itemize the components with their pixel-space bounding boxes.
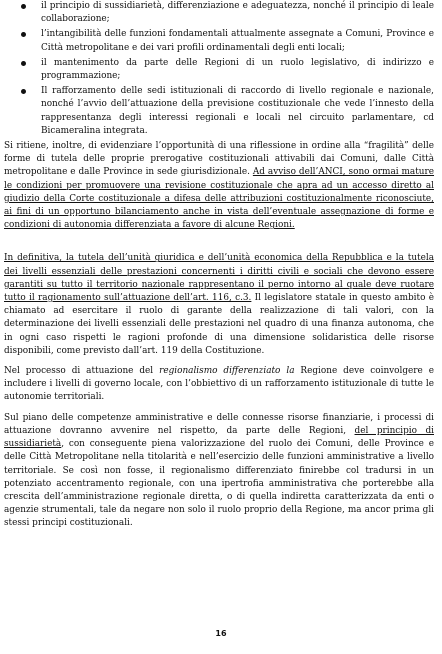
list-item-text: l’intangibilità delle funzioni fondamentali attualmente assegnate a Comuni, Province e Città metropolitane e dei vari profili ordinamentali degli enti locali; <box>41 29 434 53</box>
page-body <box>4 0 434 538</box>
list-item <box>4 57 434 83</box>
underlined-text: del principio di sussidiarietà <box>4 425 434 450</box>
bullet-icon <box>21 61 26 66</box>
paragraph-administrative-competences <box>4 412 434 531</box>
paragraph-text: Sul piano delle competenze amministrative e delle connesse risorse finanziarie, i processi di attuazione dovranno avvenire nel rispetto, da parte delle Regioni, <box>4 412 434 436</box>
underlined-text: Ad avviso dell’ANCI, sono ormai mature le condizioni per promuovere una revisione costituzionale che apra ad un accesso diretto al giudizio della Corte costituzionale a difesa delle attribuzioni costituzionalmente riconosciute, ai fini di un opportuno bilanciamento anche in vista dell’eventuale assegnazione di forme e condizioni di autonomia differenziata a favore di alcune Regioni. <box>4 167 435 231</box>
bullet-icon <box>21 4 26 9</box>
paragraph-text: , con conseguente piena valorizzazione del ruolo dei Comuni, delle Province e delle Città Metropolitane nella titolarità e nell’esercizio delle funzioni amministrative a livello territoriale. Se così non fosse, il regionalismo differenziato finirebbe col tradursi in un potenziato accentramento regionale, con una ipertrofia amministrativa che porterebbe alla crescita dell’amministrazione regionale diretta, o di quella indiretta caratterizzata da enti o agenzie strumentali, tale da negare non solo il ruolo proprio della Regione, ma ancor prima gli stessi principi costituzionali. <box>4 439 434 529</box>
underlined-text: In definitiva, la tutela dell’unità giuridica e dell’unità economica della Repubblica e la tutela dei livelli essenziali delle prestazioni concernenti i diritti civili e sociali che devono essere garantiti su tutto il territorio nazionale rappresentano il perno intorno al quale deve ruotare tutto il ragionamento sull’attuazione dell’art. 116, c.3. <box>4 253 434 304</box>
page-number: 16 <box>215 629 227 638</box>
paragraph-text: Regione deve coinvolgere e includere i livelli di governo locale, con l’obbiettivo di un rafforzamento istituzionale di tutte le autonomie territoriali. <box>4 366 434 403</box>
list-item <box>4 85 434 138</box>
list-item <box>4 28 434 54</box>
paragraph-text: Il legislatore statale in questo ambito è chiamato ad esercitare il ruolo di garante della realizzazione di tali valori, con la determinazione dei livelli essenziali delle prestazioni nel quadro di una finanza autonoma, che in ogni caso rispetti le ragioni profonde di una dimensione solidaristica delle risorse disponibili, come previsto dall’art. 119 della Costituzione. <box>4 293 434 356</box>
paragraph-text: Nel processo di attuazione del <box>4 366 160 377</box>
paragraph-differentiated-regionalism <box>4 365 434 405</box>
principles-list <box>4 0 434 138</box>
italic-text: regionalismo differenziato la <box>159 366 295 377</box>
list-item-text: Il rafforzamento delle sedi istituzionali di raccordo di livello regionale e nazionale, nonché l’avvio dell’attuazione della previsione costituzionale che vede l’innesto della rappresentanza degli interessi regionali e locali nel circuito parlamentare, cd Bicameralina integrata. <box>41 86 434 136</box>
list-item-text: il mantenimento da parte delle Regioni di un ruolo legislativo, di indirizzo e programmazione; <box>41 57 434 82</box>
blank-line <box>4 239 434 252</box>
bullet-icon <box>21 89 26 94</box>
paragraph-anci-opinion <box>4 140 434 232</box>
list-item <box>4 0 434 26</box>
paragraph-conclusion <box>4 252 434 358</box>
list-item-text: il principio di sussidiarietà, differenziazione e adeguatezza, nonché il principio di leale collaborazione; <box>41 1 434 25</box>
bullet-icon <box>21 32 26 37</box>
paragraph-text: Si ritiene, inoltre, di evidenziare l’opportunità di una riflessione in ordine alla “fragilità” delle forme di tutela delle proprie prerogative costituzionali attivabili dai Comuni, dalle Città metropolitane e dalle Province in sede giurisdizionale. <box>4 141 434 178</box>
